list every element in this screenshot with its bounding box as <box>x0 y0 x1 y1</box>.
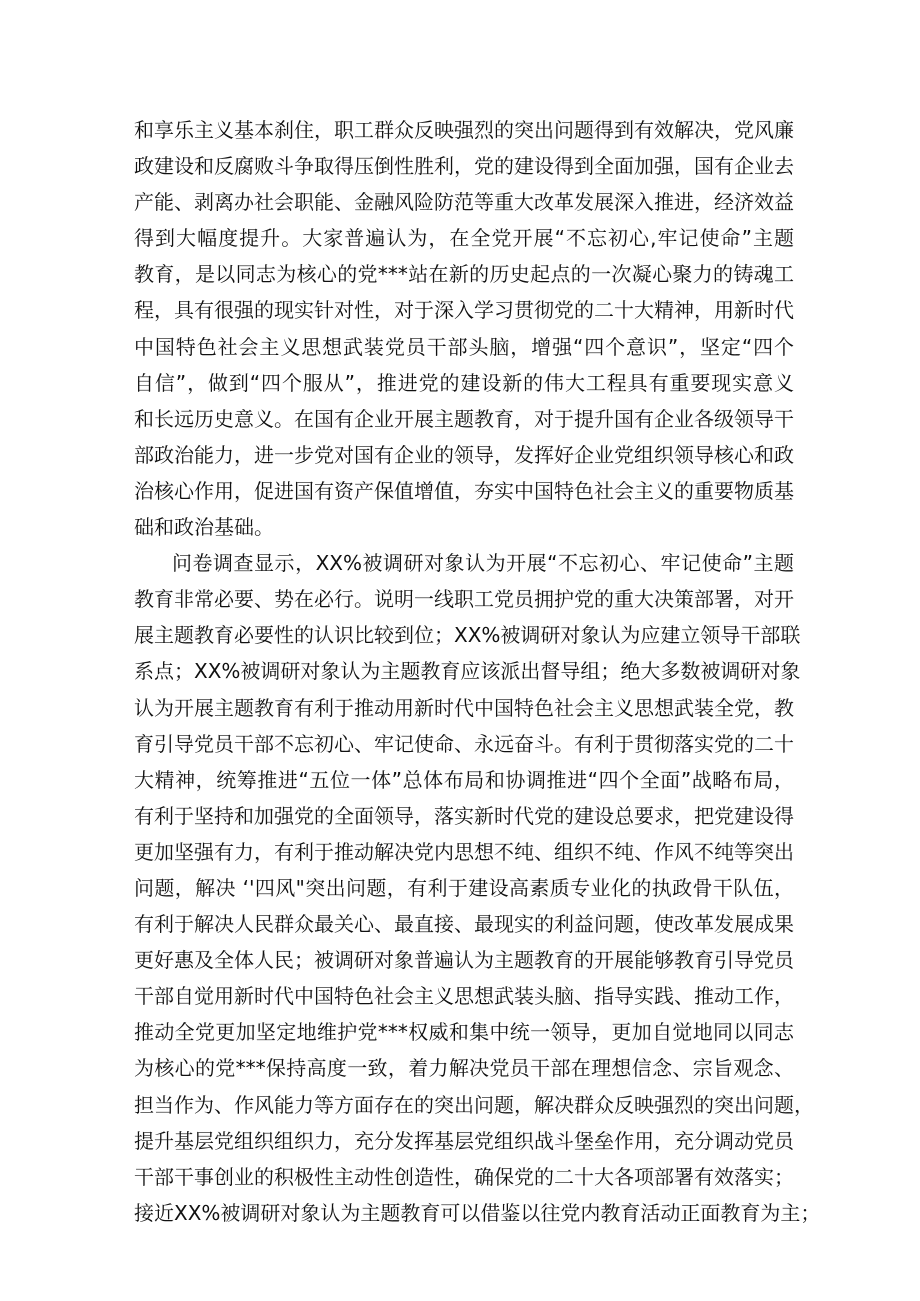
text-line: 产能、剥离办社会职能、金融风险防范等重大改革发展深入推进，经济效益 <box>134 190 794 215</box>
text-line: 大精神，统筹推进“五位一体”总体布局和协调推进“四个全面”战略布局， <box>134 767 794 792</box>
text-line: 中国特色社会主义思想武装党员干部头脑，增强“四个意识”，坚定“四个 <box>134 334 794 359</box>
text-line: 接近XX%被调研对象认为主题教育可以借鉴以往党内教育活动正面教育为主； <box>134 1200 821 1225</box>
text-line: 得到大幅度提升。大家普遍认为，在全党开展“不忘初心,牢记使命”主题 <box>134 226 794 251</box>
paragraph-2 <box>134 545 821 1231</box>
text-line: 更加坚强有力，有利于推动解决党内思想不纯、组织不纯、作风不纯等突出 <box>134 839 794 864</box>
document-page <box>134 112 821 1231</box>
text-line: 教育，是以同志为核心的党***站在新的历史起点的一次凝心聚力的铸魂工 <box>134 262 794 287</box>
text-line: 干部干事创业的积极性主动性创造性，确保党的二十大各项部署有效落实； <box>134 1164 794 1189</box>
paragraph-1 <box>134 112 794 545</box>
text-line: 更好惠及全体人民；被调研对象普遍认为主题教育的开展能够教育引导党员 <box>134 948 794 973</box>
text-line: 和享乐主义基本刹住，职工群众反映强烈的突出问题得到有效解决，党风廉 <box>134 118 794 142</box>
text-line: 推动全党更加坚定地维护党***权威和集中统一领导，更加自觉地同以同志 <box>134 1020 794 1045</box>
text-line: 为核心的党***保持高度一致，着力解决党员干部在理想信念、宗旨观念、 <box>134 1056 794 1081</box>
text-line: 有利于解决人民群众最关心、最直接、最现实的利益问题，使改革发展成果 <box>134 912 794 937</box>
text-line: 治核心作用，促进国有资产保值增值，夯实中国特色社会主义的重要物质基 <box>134 478 794 503</box>
text-line: 和长远历史意义。在国有企业开展主题教育，对于提升国有企业各级领导干 <box>134 406 794 431</box>
text-line: 问卷调查显示，XX%被调研对象认为开展“不忘初心、牢记使命”主题 <box>172 551 794 576</box>
text-line: 担当作为、作风能力等方面存在的突出问题，解决群众反映强烈的突出问题， <box>134 1092 814 1117</box>
text-line: 教育非常必要、势在必行。说明一线职工党员拥护党的重大决策部署，对开 <box>134 587 794 612</box>
text-line: 有利于坚持和加强党的全面领导，落实新时代党的建设总要求，把党建设得 <box>134 803 794 828</box>
text-line: 认为开展主题教育有利于推动用新时代中国特色社会主义思想武装全党，教 <box>134 695 794 720</box>
text-line: 部政治能力，进一步党对国有企业的领导，发挥好企业党组织领导核心和政 <box>134 442 794 467</box>
text-line: 提升基层党组织组织力，充分发挥基层党组织战斗堡垒作用，充分调动党员 <box>134 1128 794 1153</box>
text-line: 干部自觉用新时代中国特色社会主义思想武装头脑、指导实践、推动工作， <box>134 984 794 1009</box>
text-line: 程，具有很强的现实针对性，对于深入学习贯彻党的二十大精神，用新时代 <box>134 298 794 323</box>
text-line: 自信”，做到“四个服从”，推进党的建设新的伟大工程具有重要现实意义 <box>134 370 794 395</box>
text-line: 育引导党员干部不忘初心、牢记使命、永远奋斗。有利于贯彻落实党的二十 <box>134 731 794 756</box>
text-line: 问题，解决 ‘'四风"突出问题，有利于建设高素质专业化的执政骨干队伍， <box>134 875 794 900</box>
text-line: 政建设和反腐败斗争取得压倒性胜利，党的建设得到全面加强，国有企业去 <box>134 154 794 179</box>
text-line: 展主题教育必要性的认识比较到位；XX%被调研对象认为应建立领导干部联 <box>134 623 801 648</box>
text-line: 系点；XX%被调研对象认为主题教育应该派出督导组；绝大多数被调研对象 <box>134 659 801 684</box>
text-line: 础和政治基础。 <box>134 515 274 540</box>
